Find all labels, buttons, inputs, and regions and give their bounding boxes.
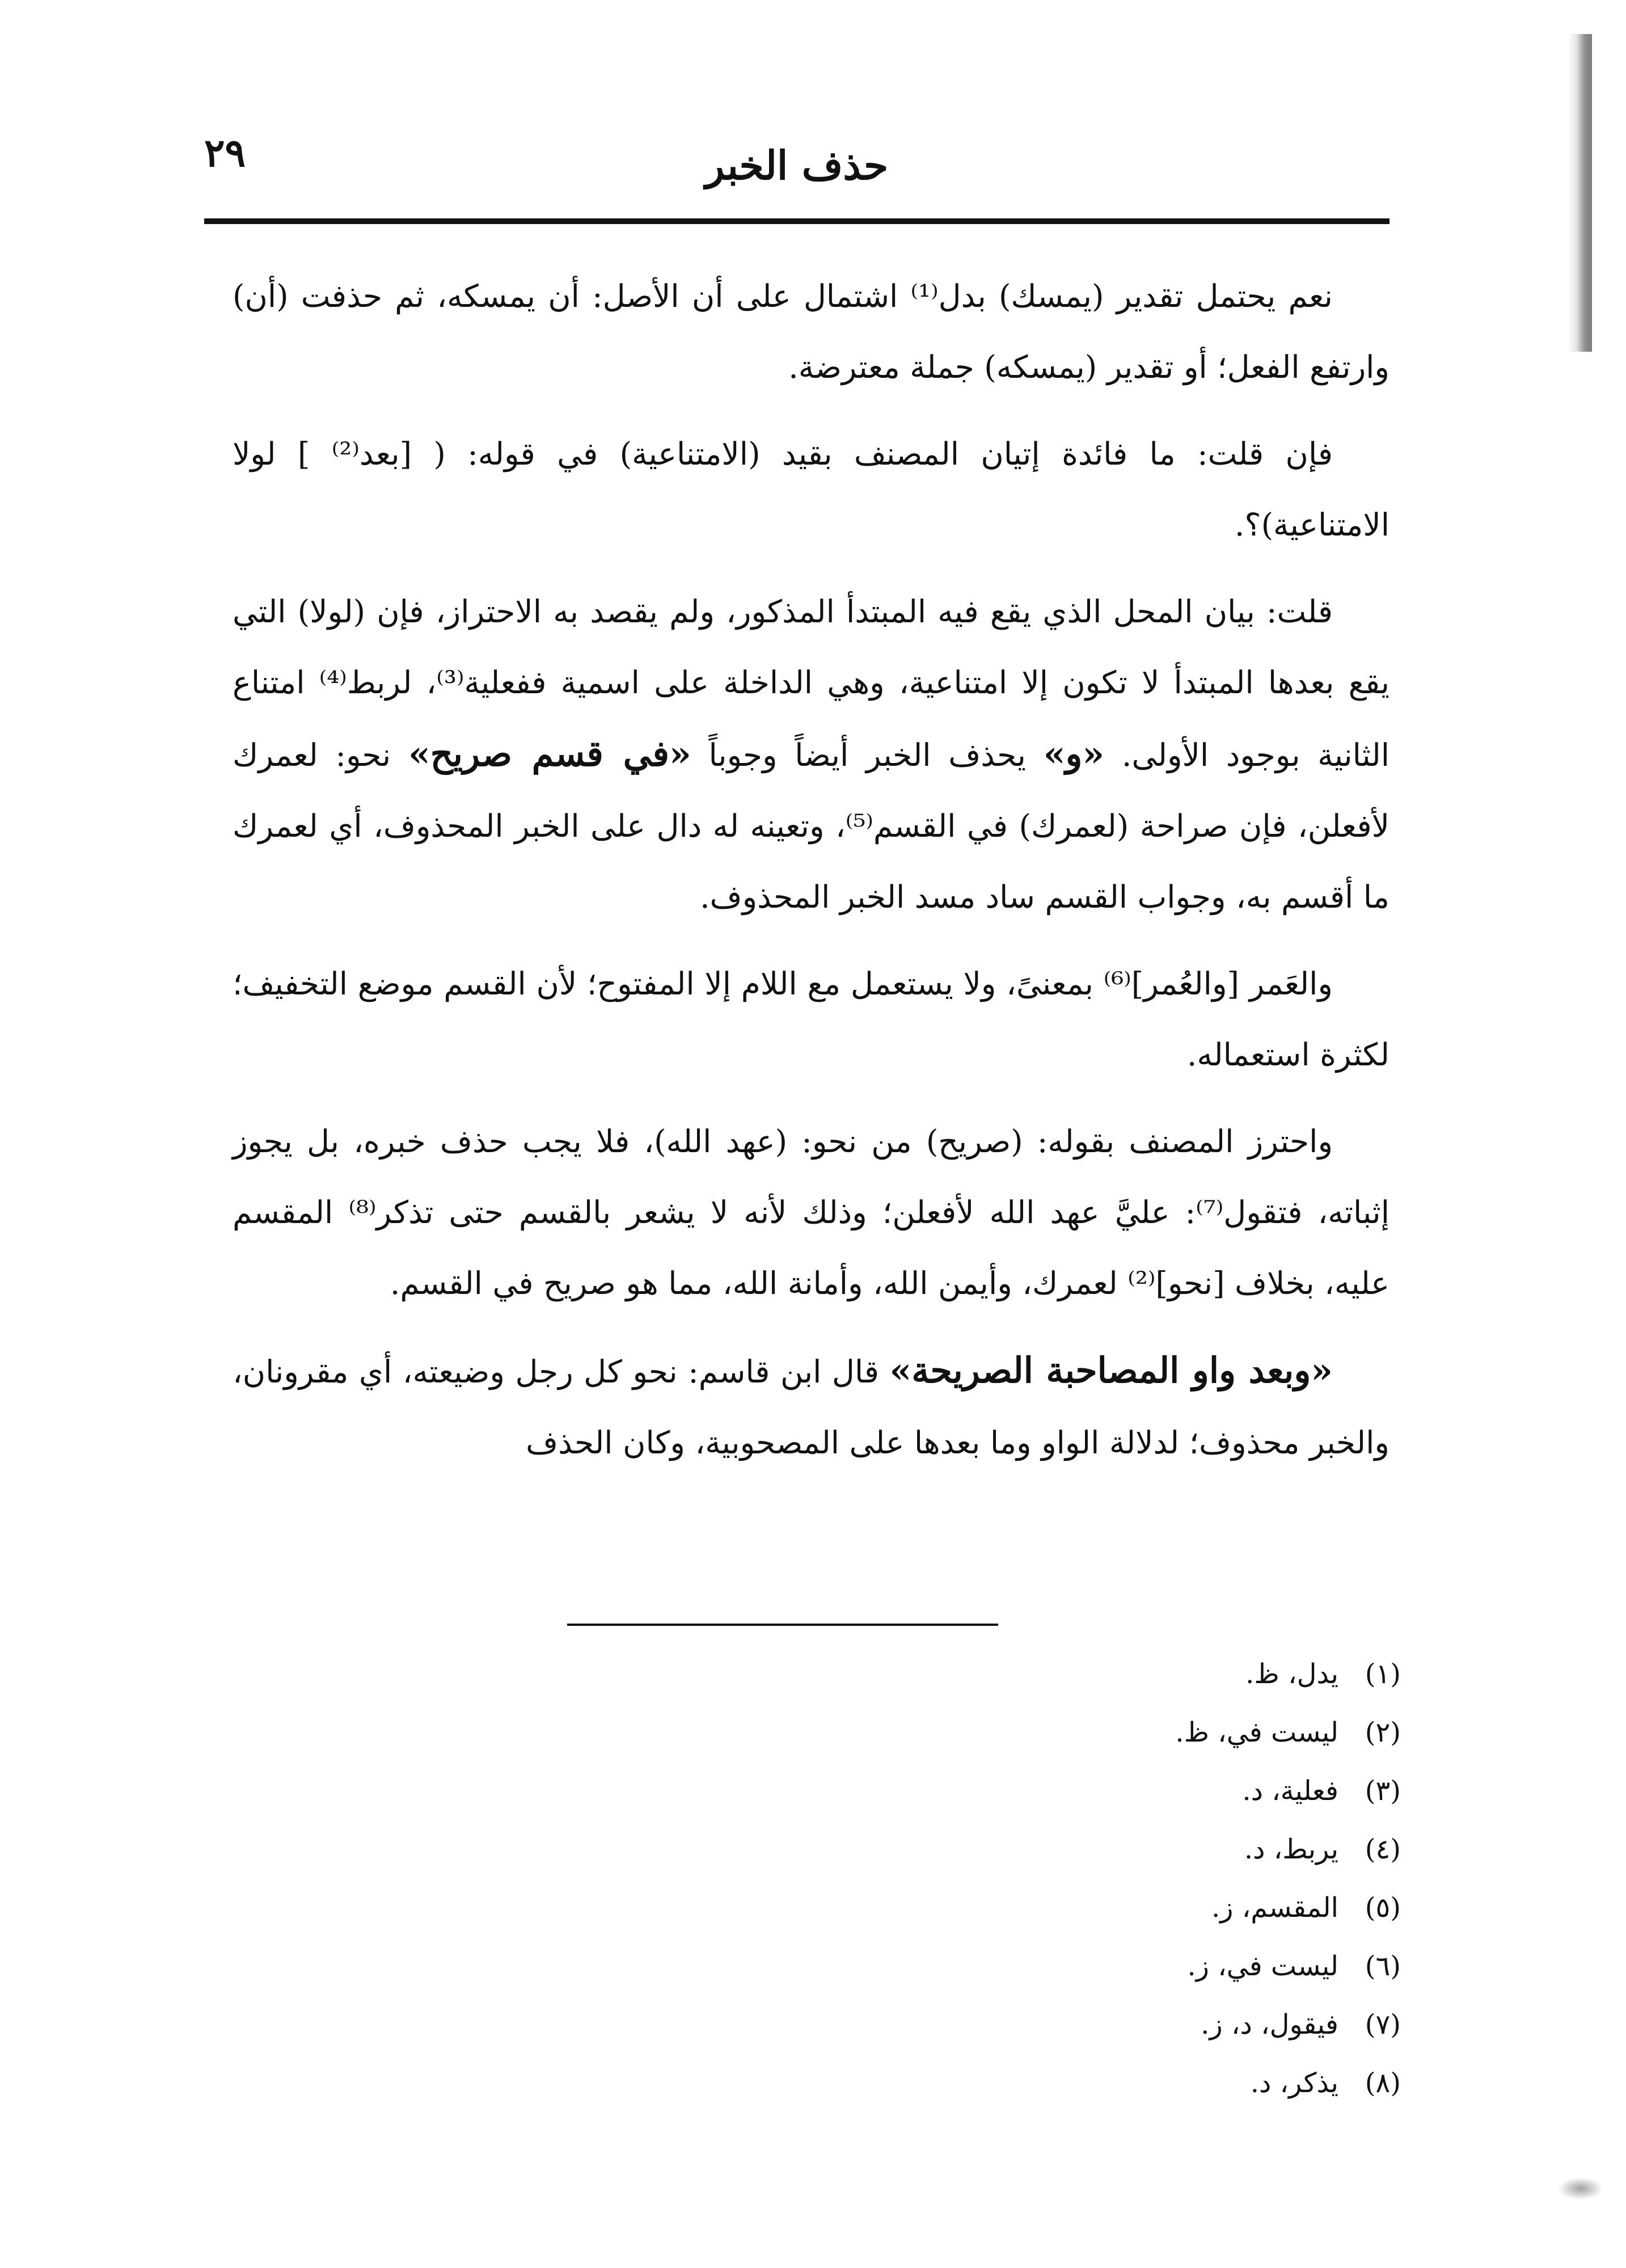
footnote-item (567, 1879, 1401, 1937)
paragraph-5: واحترز المصنف بقوله: (صريح) من نحو: (عهد الله)، فلا يجب حذف خبره، بل يجوز إثباته، فتقول⁽⁷⁾: عليَّ عهد الله لأفعلن؛ وذلك لأنه لا يشعر بالقسم حتى تذكر⁽⁸⁾ المقسم عليه، بخلاف [نحو]⁽²⁾ لعمرك، وأيمن الله، وأمانة الله، مما هو صريح في القسم. (233, 1123, 1390, 1301)
footnote-number: (٥) (1365, 1892, 1401, 1924)
footnote-text: ليست في، ز. (1187, 1950, 1338, 1982)
paragraph-6-text-1: قال ابن قاسم: نحو كل رجل وضيعته، أي مقرونان، والخبر محذوف؛ لدلالة الواو وما بعدها على المصحوبية، وكان الحذف (233, 1354, 1390, 1461)
footnote-text: ليست في، ظ. (1175, 1717, 1338, 1748)
footnote-text: فيقول، د، ز. (1201, 2009, 1338, 2041)
footnote-number: (٣) (1365, 1775, 1401, 1807)
paragraph-6-bold-1: «وبعد واو المصاحبة الصريحة» (889, 1350, 1333, 1391)
footnote-text: يذكر، د. (1250, 2067, 1338, 2099)
paragraph-3-bold-1: «و» (1043, 733, 1105, 774)
footnote-item (567, 1820, 1401, 1879)
paragraph-3 (233, 576, 1390, 933)
paragraph-6 (233, 1335, 1390, 1478)
footnote-number: (٧) (1365, 2009, 1401, 2041)
scan-speck (1558, 2177, 1603, 2200)
header-rule (204, 218, 1390, 224)
footnote-item (567, 1937, 1401, 1996)
footnote-text: المقسم، ز. (1211, 1892, 1338, 1924)
footnotes-list (567, 1645, 1401, 2113)
paragraph-1: نعم يحتمل تقدير (يمسك) بدل⁽¹⁾ اشتمال على أن الأصل: أن يمسكه، ثم حذفت (أن) وارتفع الفعل؛ أو تقدير (يمسكه) جملة معترضة. (233, 278, 1390, 385)
footnote-number: (٨) (1365, 2067, 1401, 2099)
footnote-number: (٦) (1365, 1950, 1401, 1982)
paragraph-2: فإن قلت: ما فائدة إتيان المصنف بقيد (الامتناعية) في قوله: ( [بعد⁽²⁾ ] لولا الامتناعية)؟. (233, 436, 1390, 543)
chapter-title: حذف الخبر (705, 142, 889, 189)
footnote-item (567, 1762, 1401, 1820)
footnote-rule (567, 1624, 998, 1626)
footnote-item (567, 2054, 1401, 2113)
page-header (204, 130, 1390, 199)
scan-edge-shadow (1568, 34, 1592, 352)
paragraph-4: والعَمر [والعُمر]⁽⁶⁾ بمعنىً، ولا يستعمل مع اللام إلا المفتوح؛ لأن القسم موضع التخفيف؛ لكثرة استعماله. (233, 966, 1390, 1073)
paragraph-3-text-3: نحو: لعمرك لأفعلن، فإن صراحة (لعمرك) في القسم⁽⁵⁾، وتعينه له دال على الخبر المحذوف، أي لعمرك ما أقسم به، وجواب القسم ساد مسد الخبر المحذوف. (233, 737, 1390, 915)
paragraph-3-text-1: قلت: بيان المحل الذي يقع فيه المبتدأ المذكور، ولم يقصد به الاحتراز، فإن (لولا) التي يقع بعدها المبتدأ لا تكون إلا امتناعية، وهي الداخلة على اسمية ففعلية⁽³⁾، لربط⁽⁴⁾ امتناع الثانية بوجود الأولى. (233, 593, 1390, 773)
footnote-number: (١) (1365, 1658, 1401, 1690)
page-number: ٢٩ (204, 130, 246, 176)
footnote-item (567, 1996, 1401, 2054)
paragraph-3-text-2: يحذف الخبر أيضاً وجوباً (708, 737, 1026, 773)
footnote-number: (٤) (1365, 1833, 1401, 1865)
footnote-item (567, 1704, 1401, 1762)
footnote-item (567, 1645, 1401, 1704)
footnote-number: (٢) (1365, 1717, 1401, 1748)
footnote-text: يربط، د. (1244, 1833, 1338, 1865)
footnote-text: يدل، ظ. (1245, 1658, 1338, 1690)
footnote-text: فعلية، د. (1242, 1775, 1338, 1807)
main-text (233, 261, 1390, 1494)
paragraph-3-bold-2: «في قسم صريح» (408, 733, 691, 774)
